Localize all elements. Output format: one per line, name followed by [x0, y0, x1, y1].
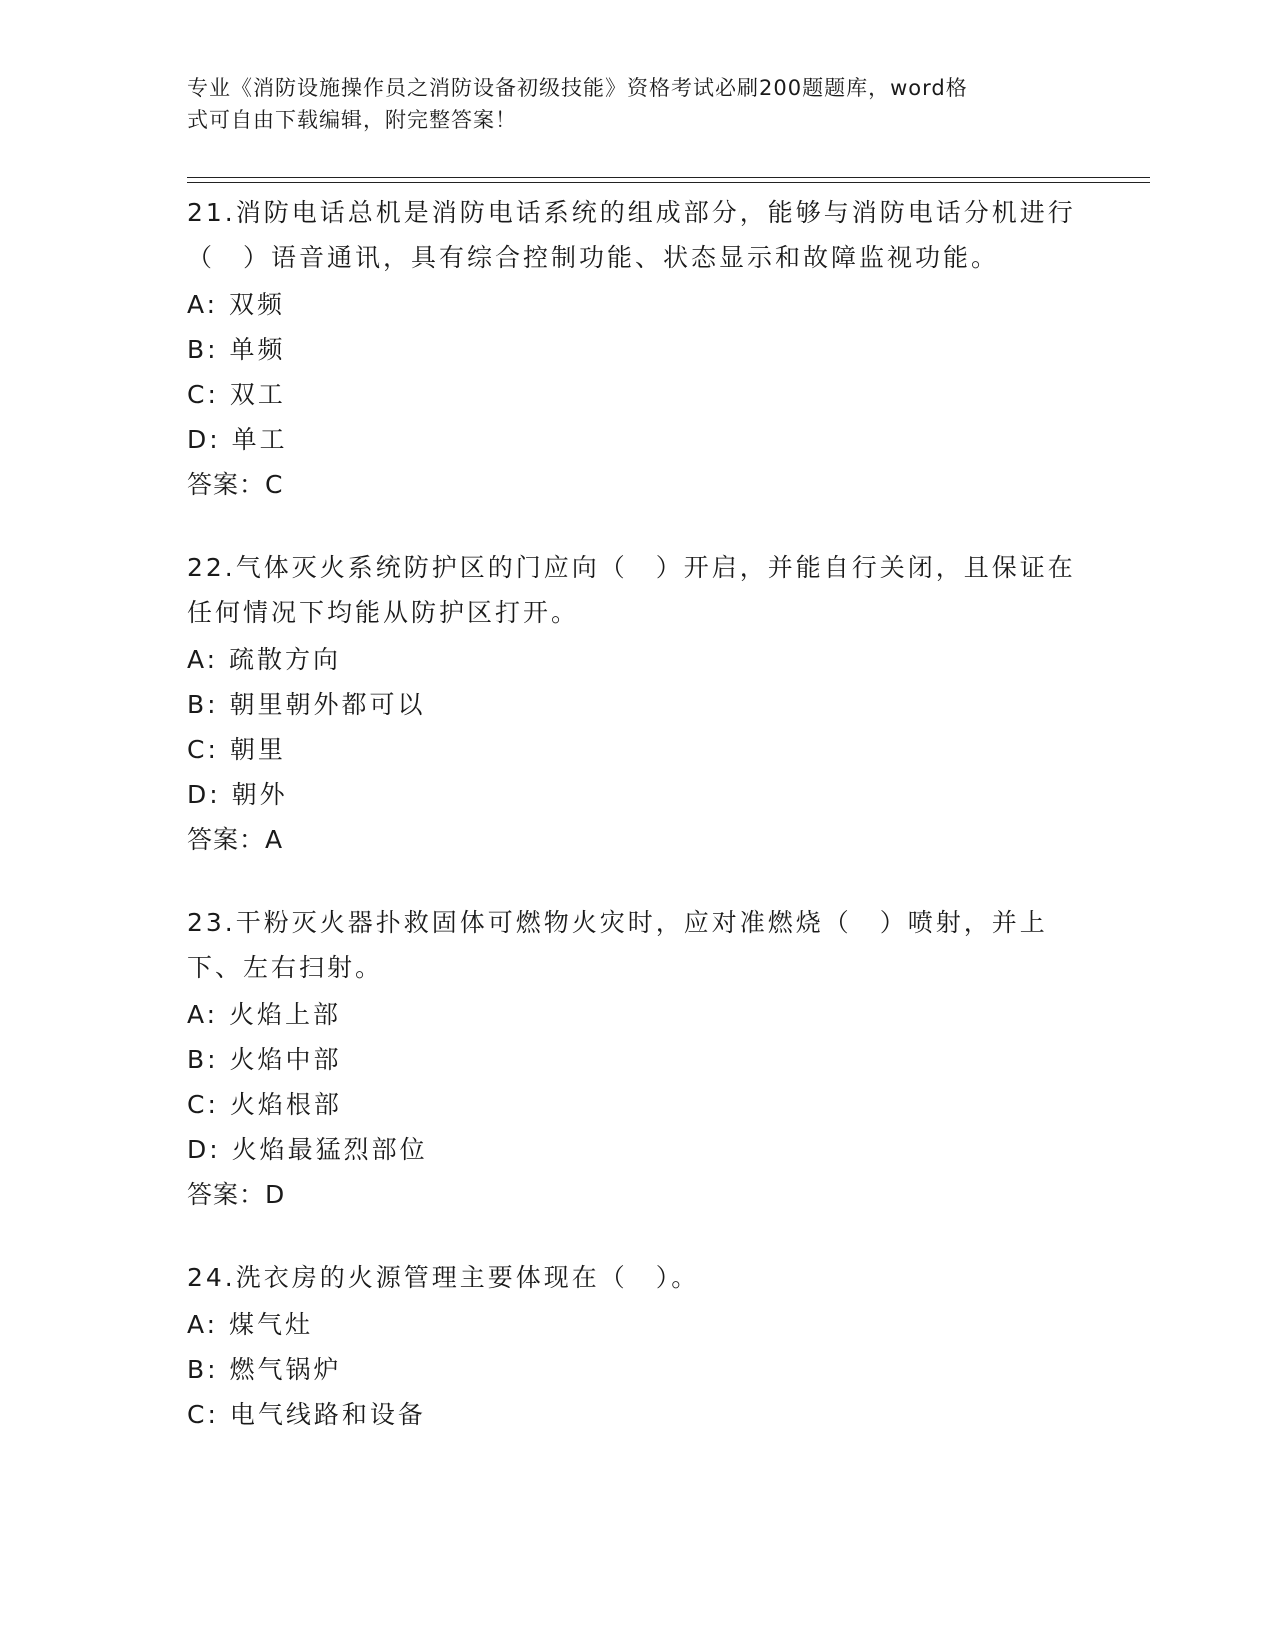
option-c: C: 朝里	[187, 735, 286, 764]
question-22	[187, 545, 1087, 862]
option-d: D: 单工	[187, 425, 288, 454]
option-a: A: 煤气灶	[187, 1310, 314, 1339]
option-b: B: 朝里朝外都可以	[187, 690, 426, 719]
option-b: B: 燃气锅炉	[187, 1355, 342, 1384]
question-stem: 21.消防电话总机是消防电话系统的组成部分，能够与消防电话分机进行（ ）语音通讯，具有综合控制功能、状态显示和故障监视功能。	[187, 198, 1076, 272]
header-divider-bottom	[187, 182, 1150, 183]
question-23	[187, 900, 1087, 1217]
answer: 答案：D	[187, 1180, 286, 1209]
answer: 答案：A	[187, 825, 284, 854]
option-d: D: 朝外	[187, 780, 288, 809]
header-line-1: 专业《消防设施操作员之消防设备初级技能》资格考试必刷200题题库，word格	[187, 76, 968, 100]
option-d: D: 火焰最猛烈部位	[187, 1135, 428, 1164]
option-c: C: 火焰根部	[187, 1090, 342, 1119]
header-divider-top	[187, 177, 1150, 178]
option-a: A: 疏散方向	[187, 645, 342, 674]
header-line-2: 式可自由下载编辑，附完整答案！	[187, 108, 517, 132]
question-stem: 22.气体灭火系统防护区的门应向（ ）开启，并能自行关闭，且保证在任何情况下均能从防护区打开。	[187, 553, 1076, 627]
option-b: B: 火焰中部	[187, 1045, 342, 1074]
question-stem: 23.干粉灭火器扑救固体可燃物火灾时，应对准燃烧（ ）喷射，并上下、左右扫射。	[187, 908, 1048, 982]
option-c: C: 双工	[187, 380, 286, 409]
option-a: A: 双频	[187, 290, 286, 319]
option-b: B: 单频	[187, 335, 286, 364]
option-a: A: 火焰上部	[187, 1000, 342, 1029]
question-21	[187, 190, 1087, 507]
answer: 答案：C	[187, 470, 284, 499]
question-stem: 24.洗衣房的火源管理主要体现在（ ）。	[187, 1263, 700, 1292]
question-24	[187, 1255, 1087, 1437]
option-c: C: 电气线路和设备	[187, 1400, 426, 1429]
question-list	[187, 190, 1087, 1475]
document-header	[187, 72, 1067, 136]
